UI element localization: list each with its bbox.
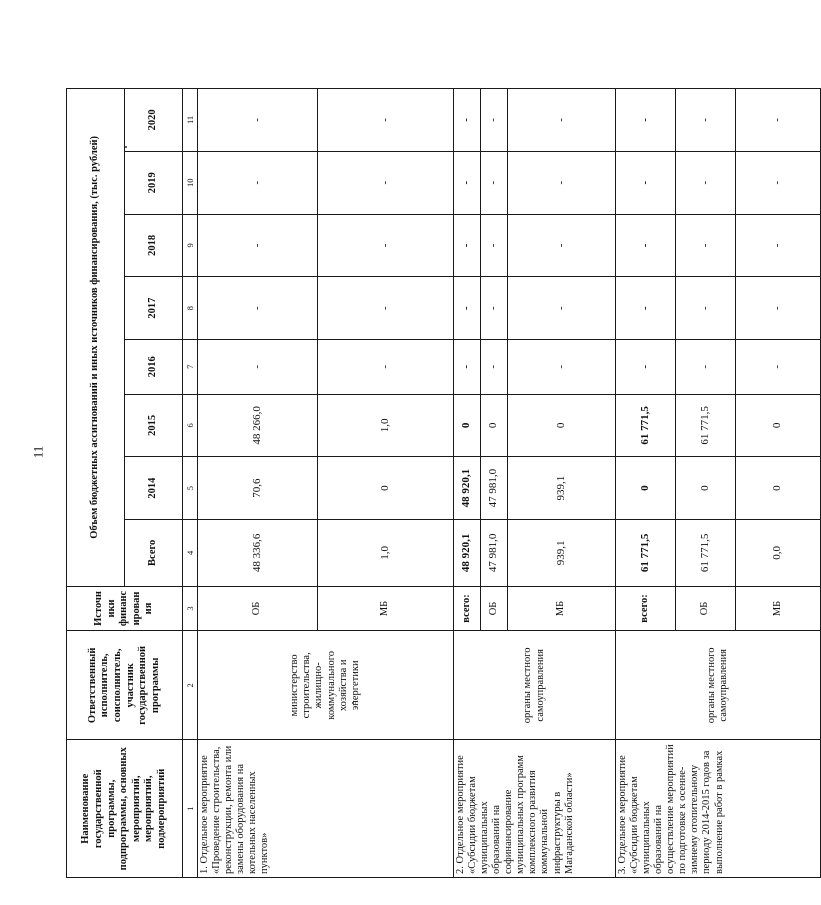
total-value: 61 771,5 [616, 519, 676, 586]
column-number: 8 [183, 277, 198, 340]
year-value: - [454, 277, 481, 340]
total-value: 47 981,0 [481, 519, 508, 586]
column-number: 5 [183, 457, 198, 520]
year-value: - [198, 89, 318, 152]
activity-name: 1. Отдельное мероприятие «Проведение строительства, реконструкции, ремонта или замены оборудования на котельных населенных пунктов» [198, 740, 454, 878]
column-number: 1 [183, 740, 198, 878]
table-row [454, 89, 481, 878]
year-value: 939,1 [508, 457, 616, 520]
year-value: - [318, 277, 454, 340]
year-value: - [198, 151, 318, 214]
year-value: - [481, 89, 508, 152]
year-value: - [616, 277, 676, 340]
year-value: - [676, 277, 736, 340]
year-value: - [616, 339, 676, 394]
year-value: - [736, 151, 821, 214]
column-number: 9 [183, 214, 198, 277]
total-value: 1,0 [318, 519, 454, 586]
year-value: - [481, 151, 508, 214]
header-year: 2017 [125, 277, 183, 340]
table-row [616, 89, 676, 878]
funding-source: ОБ [676, 586, 736, 631]
funding-source: всего: [616, 586, 676, 631]
total-value: 48 336,6 [198, 519, 318, 586]
year-value: 48 920,1 [454, 457, 481, 520]
year-value: - [508, 214, 616, 277]
funding-source: МБ [736, 586, 821, 631]
header-year: 2014 [125, 457, 183, 520]
activity-name: 2. Отдельное мероприятие «Субсидии бюджетам муниципальных образований на софинансирование муниципальных программ комплексного развития коммунальной инфраструктуры в Магаданской области» [454, 740, 616, 878]
year-value: - [736, 277, 821, 340]
year-value: - [676, 89, 736, 152]
responsible-executor: министерство строительства, жилищно-коммунального хозяйства и энергетики [198, 631, 454, 740]
year-value: - [508, 277, 616, 340]
column-number: 6 [183, 394, 198, 457]
year-value: - [481, 214, 508, 277]
header-year: 2020 [125, 89, 183, 152]
year-value: 0 [481, 394, 508, 457]
year-value: - [676, 151, 736, 214]
year-value: - [318, 151, 454, 214]
year-value: - [198, 339, 318, 394]
financing-table [66, 88, 821, 878]
year-value: 0 [318, 457, 454, 520]
year-value: 0 [736, 457, 821, 520]
responsible-executor: органы местного самоуправления [616, 631, 821, 740]
rotated-table-wrapper [66, 88, 784, 878]
year-value: 48 266,0 [198, 394, 318, 457]
year-value: - [318, 89, 454, 152]
year-value: - [454, 89, 481, 152]
year-value: - [318, 339, 454, 394]
column-number: 4 [183, 519, 198, 586]
year-value: - [481, 339, 508, 394]
header-year: 2018 [125, 214, 183, 277]
year-value: 47 981,0 [481, 457, 508, 520]
funding-source: ОБ [481, 586, 508, 631]
year-value: - [736, 89, 821, 152]
responsible-executor: органы местного самоуправления [454, 631, 616, 740]
year-value: - [454, 151, 481, 214]
total-value: 61 771,5 [676, 519, 736, 586]
year-value: - [736, 339, 821, 394]
column-number: 2 [183, 631, 198, 740]
year-value: - [736, 214, 821, 277]
year-value: 0 [454, 394, 481, 457]
funding-source: всего: [454, 586, 481, 631]
year-value: - [508, 89, 616, 152]
header-year: 2015 [125, 394, 183, 457]
funding-source: МБ [508, 586, 616, 631]
column-number: 3 [183, 586, 198, 631]
header-year: 2016 [125, 339, 183, 394]
year-value: - [318, 214, 454, 277]
year-value: 70,6 [198, 457, 318, 520]
header-year: 2019 [125, 151, 183, 214]
year-value: 61 771,5 [676, 394, 736, 457]
year-value: - [454, 339, 481, 394]
year-value: - [454, 214, 481, 277]
year-value: - [676, 214, 736, 277]
header-name: Наименование государственной программы, подпрограммы, основных мероприятий, мероприятий, подмероприятий [67, 740, 183, 878]
year-value: 0 [508, 394, 616, 457]
total-value: 48 920,1 [454, 519, 481, 586]
year-value: - [616, 89, 676, 152]
header-total: Всего [125, 519, 183, 586]
year-value: - [508, 339, 616, 394]
table-body [67, 89, 821, 878]
table-row [198, 89, 318, 878]
funding-source: МБ [318, 586, 454, 631]
year-value: - [198, 277, 318, 340]
year-value: - [481, 277, 508, 340]
total-value: 0,0 [736, 519, 821, 586]
year-value: - [198, 214, 318, 277]
year-value: - [616, 214, 676, 277]
header-executor: Ответственный исполнитель, соисполнитель, участник государственной программы [67, 631, 183, 740]
year-value: 61 771,5 [616, 394, 676, 457]
header-sources: Источники финансирования [67, 586, 183, 631]
column-number: 7 [183, 339, 198, 394]
column-number: 10 [183, 151, 198, 214]
header-funding: Объем бюджетных ассигнований и иных источников финансирования, (тыс. рублей) [67, 89, 125, 587]
year-value: - [508, 151, 616, 214]
total-value: 939,1 [508, 519, 616, 586]
year-value: 1,0 [318, 394, 454, 457]
activity-name: 3. Отдельное мероприятие «Субсидии бюджетам муниципальных образований на осуществление мероприятий по подготовке к осенне-зимнему отопительному периоду 2014-2015 годов за выполнение работ в рамках [616, 740, 821, 878]
year-value: 0 [616, 457, 676, 520]
year-value: 0 [676, 457, 736, 520]
year-value: - [616, 151, 676, 214]
funding-source: ОБ [198, 586, 318, 631]
year-value: - [676, 339, 736, 394]
column-number: 11 [183, 89, 198, 152]
year-value: 0 [736, 394, 821, 457]
page-number: 11 [30, 445, 46, 459]
